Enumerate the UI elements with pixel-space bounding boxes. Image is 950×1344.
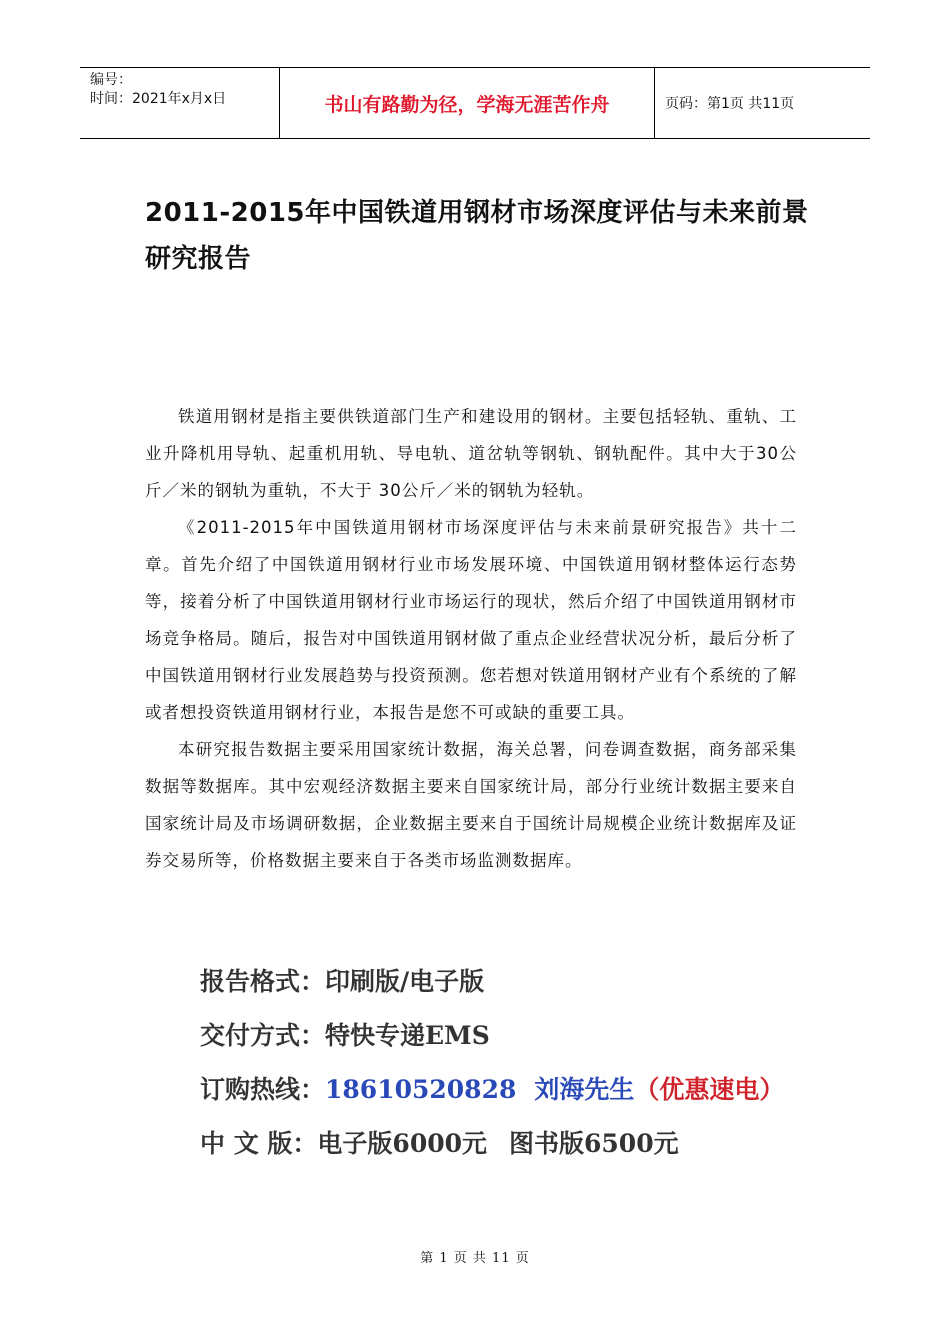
page-footer: 第 1 页 共 11 页 bbox=[420, 1251, 530, 1266]
number-label: 编号： bbox=[90, 72, 132, 88]
time-label: 时间：2021年x月x日 bbox=[90, 91, 227, 107]
contact-name: 刘海先生 bbox=[534, 1075, 635, 1104]
hotline-number: 18610520828 bbox=[325, 1075, 517, 1104]
paragraph-definition: 铁道用钢材是指主要供铁道部门生产和建设用的钢材。主要包括轻轨、重轨、工业升降机用导轨、起重机用轨、导电轨、道岔轨等钢轨、钢轨配件。其中大于30公斤／米的钢轨为重轨，不大于 30公斤／米的钢轨为轻轨。 bbox=[145, 407, 797, 500]
price-line bbox=[200, 1117, 820, 1171]
document-title: 2011-2015年中国铁道用钢材市场深度评估与未来前景研究报告 bbox=[145, 198, 809, 274]
header-motto-cell bbox=[280, 68, 655, 138]
paragraph-overview: 《2011-2015年中国铁道用钢材市场深度评估与未来前景研究报告》共十二章。首先介绍了中国铁道用钢材行业市场发展环境、中国铁道用钢材整体运行态势等，接着分析了中国铁道用钢材行业市场运行的现状，然后介绍了中国铁道用钢材市场竞争格局。随后，报告对中国铁道用钢材做了重点企业经营状况分析，最后分析了中国铁道用钢材行业发展趋势与投资预测。您若想对铁道用钢材产业有个系统的了解或者想投资铁道用钢材行业，本报告是您不可或缺的重要工具。 bbox=[145, 518, 797, 722]
page-info: 页码：第1页 共11页 bbox=[665, 96, 795, 112]
motto-text: 书山有路勤为径，学海无涯苦作舟 bbox=[324, 93, 610, 116]
hotline-label: 订购热线： bbox=[200, 1075, 326, 1104]
header-page-cell bbox=[655, 68, 870, 138]
price-book: 图书版6500元 bbox=[509, 1129, 679, 1158]
discount-note: （优惠速电） bbox=[634, 1075, 785, 1104]
format-line: 报告格式：印刷版/电子版 bbox=[200, 967, 485, 996]
order-info bbox=[200, 955, 820, 1171]
document-body bbox=[145, 398, 797, 879]
price-electronic: 电子版6000元 bbox=[317, 1129, 488, 1158]
delivery-line: 交付方式：特快专递EMS bbox=[200, 1021, 490, 1050]
header-table bbox=[80, 67, 870, 139]
hotline-line bbox=[200, 1063, 820, 1117]
paragraph-data-sources: 本研究报告数据主要采用国家统计数据，海关总署，问卷调查数据，商务部采集数据等数据库。其中宏观经济数据主要来自国家统计局，部分行业统计数据主要来自国家统计局及市场调研数据，企业数据主要来自于国统计局规模企业统计数据库及证券交易所等，价格数据主要来自于各类市场监测数据库。 bbox=[145, 740, 797, 870]
price-label: 中 文 版： bbox=[200, 1129, 318, 1158]
header-meta-cell bbox=[80, 68, 280, 138]
